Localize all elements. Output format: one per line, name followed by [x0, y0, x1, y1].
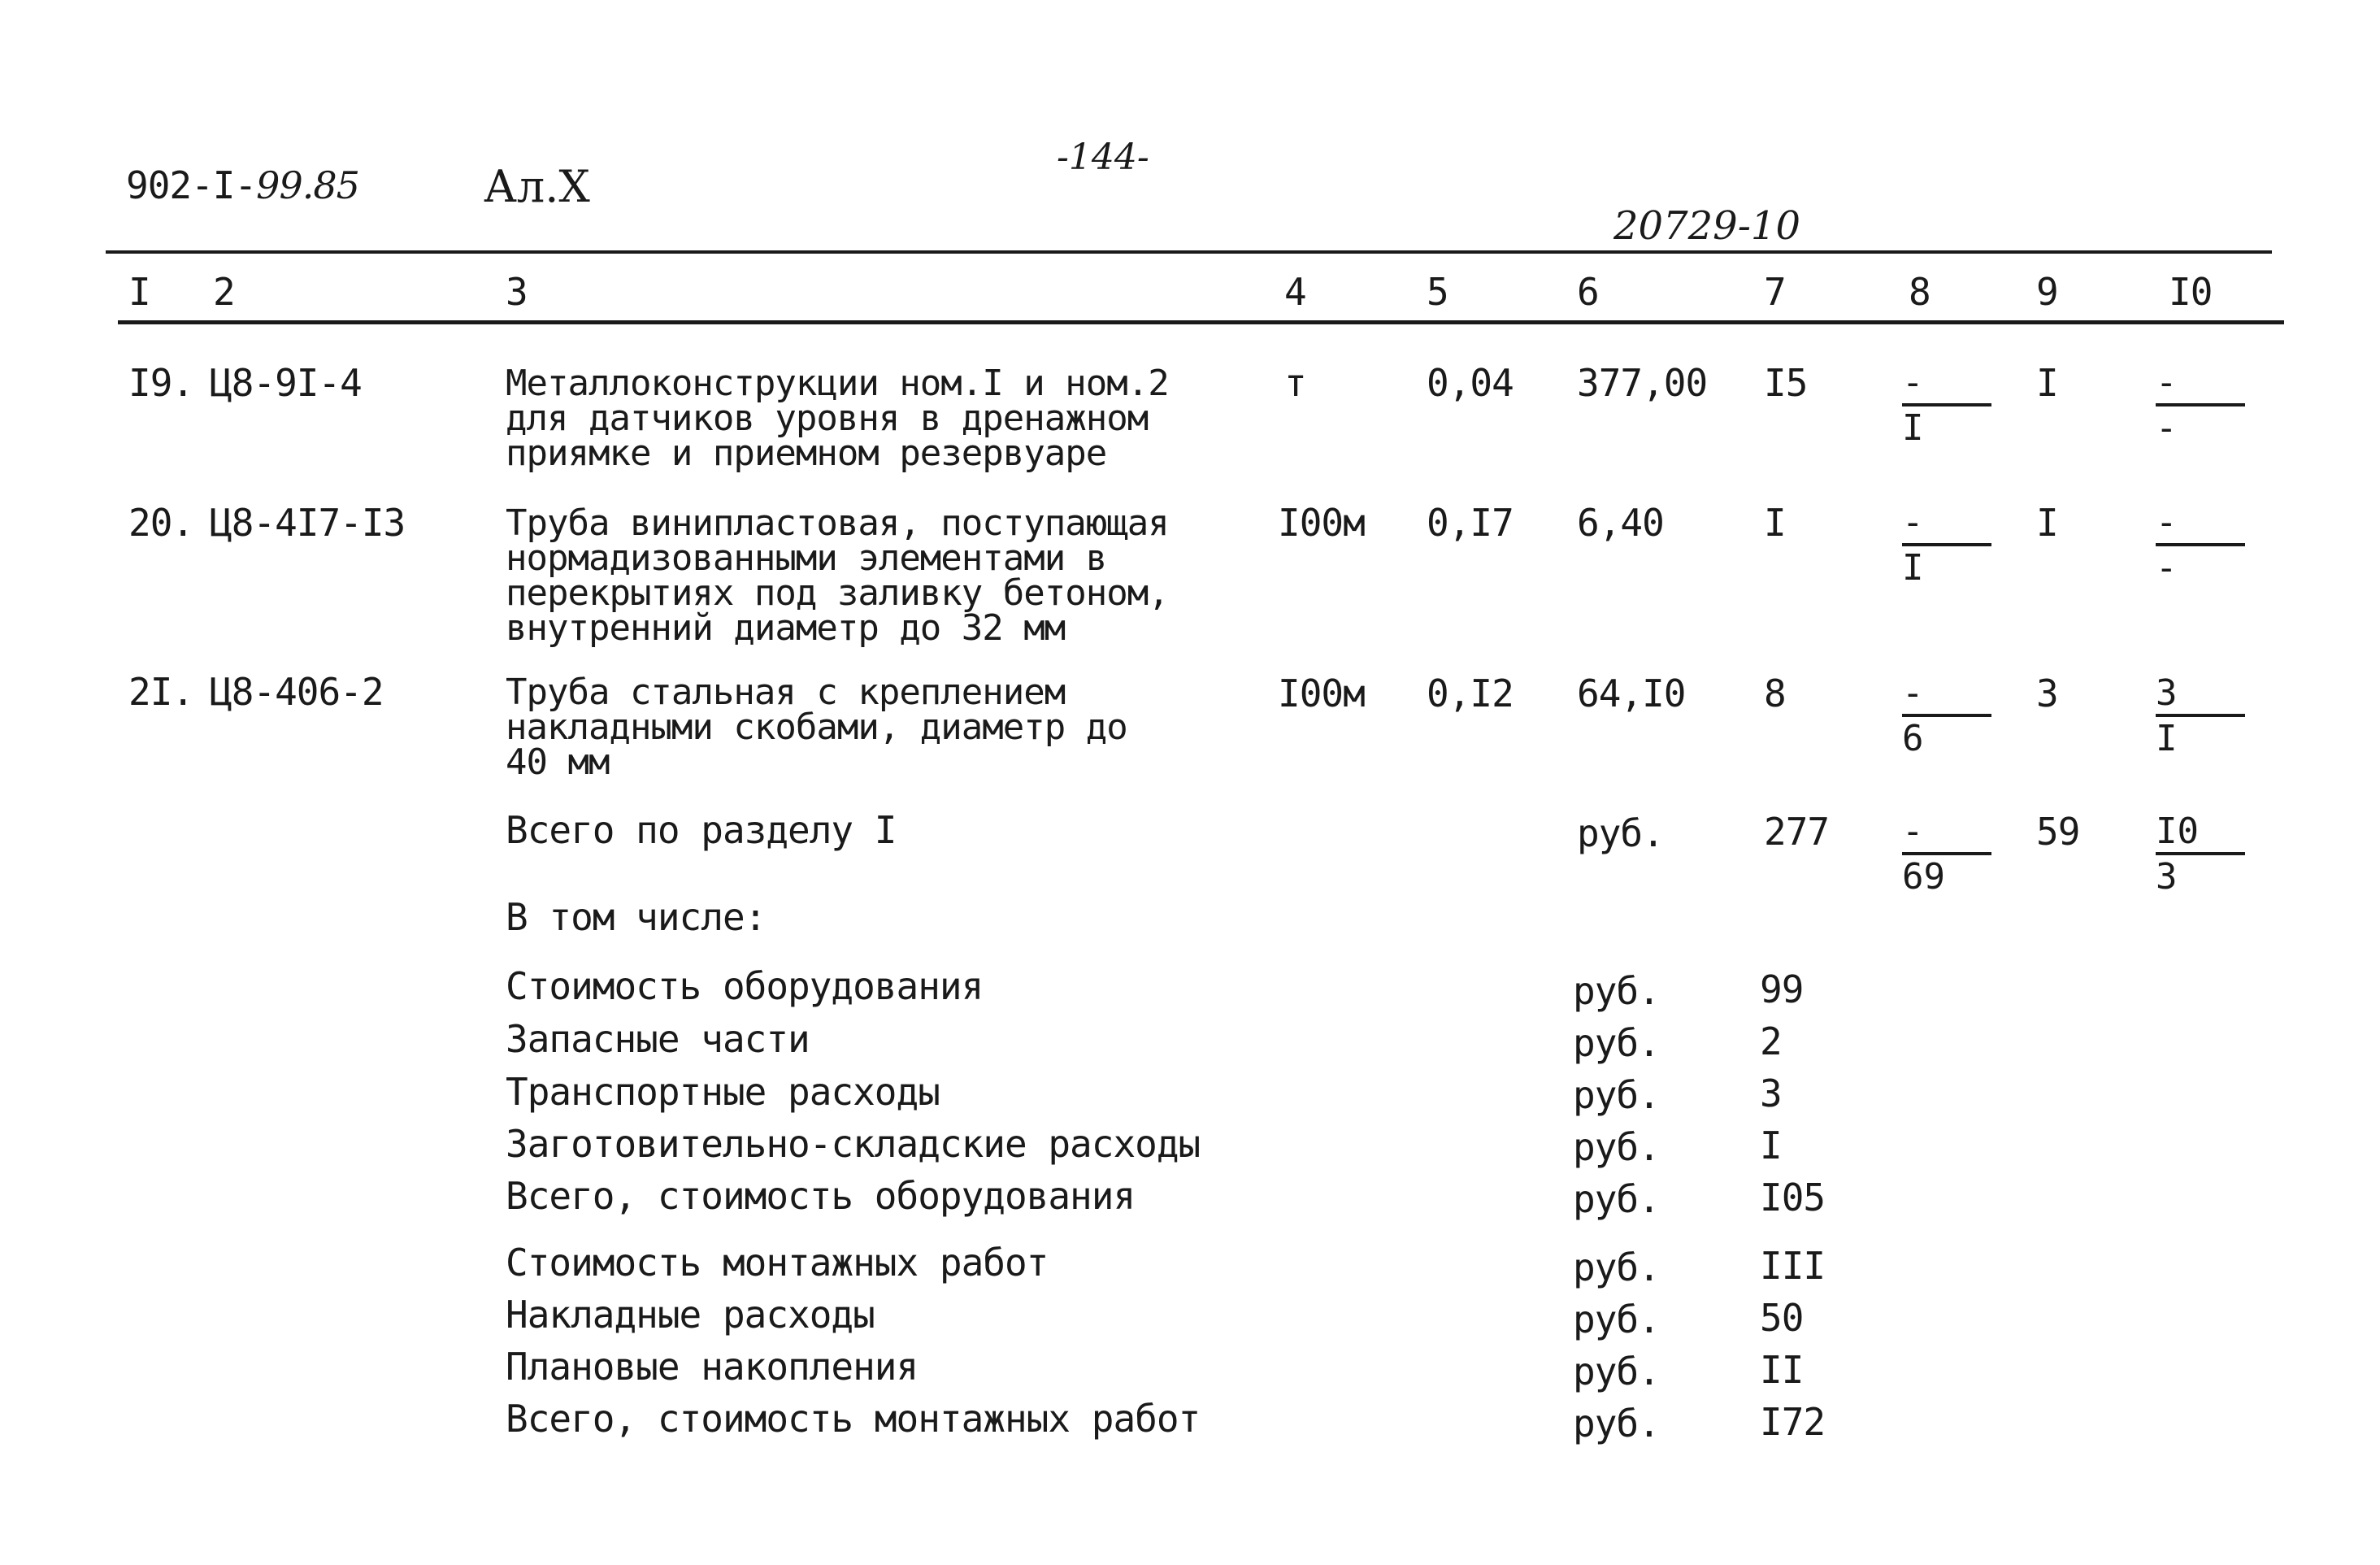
section-total-label: Всего по разделу I — [506, 808, 897, 852]
summary-unit: руб. — [1573, 1298, 1660, 1341]
summary-unit: руб. — [1573, 1073, 1660, 1117]
column-header-2: 2 — [213, 270, 235, 314]
row-number: 20. — [128, 501, 194, 545]
item-description: Металлоконструкции ном.I и ном.2 для датчиков уровня в дренажном приямке и приемном резервуаре — [506, 363, 1169, 474]
column-9-value: I — [2036, 501, 2058, 545]
archive-number: 20729-10 — [1613, 203, 1800, 249]
column-header-9: 9 — [2036, 270, 2058, 314]
summary-value: II — [1760, 1348, 1804, 1392]
summary-label: Стоимость оборудования — [506, 964, 984, 1008]
quantity: 0,I2 — [1427, 672, 1514, 715]
column-header-10: I0 — [2169, 270, 2213, 314]
document-code — [126, 163, 359, 207]
price-code: Ц8-9I-4 — [210, 361, 362, 405]
unit-price: 6,40 — [1577, 501, 1664, 545]
summary-label: Всего, стоимость оборудования — [506, 1174, 1136, 1218]
document-code-typed: 902-I- — [126, 163, 257, 207]
column-header-3: 3 — [506, 270, 528, 314]
row-number: 2I. — [128, 670, 194, 714]
item-description: Труба стальная с креплением накладными скобами, диаметр до 40 мм — [506, 672, 1127, 783]
column-header-7: 7 — [1764, 270, 1786, 314]
summary-value: I72 — [1760, 1400, 1826, 1444]
item-description: Труба винипластовая, поступающая нормадизованными элементами в перекрытиях под заливку бетоном, внутренний диаметр до 32 мм — [506, 502, 1169, 649]
column-10-fraction: - - — [2156, 364, 2245, 447]
summary-label: Плановые накопления — [506, 1345, 919, 1389]
price-code: Ц8-406-2 — [210, 670, 384, 714]
section-total-column-8-fraction: - 69 — [1902, 813, 1991, 896]
summary-value: 2 — [1760, 1019, 1782, 1063]
summary-unit: руб. — [1573, 969, 1660, 1013]
summary-value: III — [1760, 1244, 1826, 1288]
unit-price: 64,I0 — [1577, 672, 1686, 715]
summary-value: 99 — [1760, 967, 1804, 1011]
table-top-rule — [106, 250, 2272, 254]
summary-unit: руб. — [1573, 1402, 1660, 1445]
column-header-4: 4 — [1284, 270, 1306, 314]
column-header-6: 6 — [1577, 270, 1599, 314]
unit-price: 377,00 — [1577, 361, 1708, 405]
album-number: Ал.X — [484, 161, 590, 212]
column-9-value: I — [2036, 361, 2058, 405]
section-total-unit: руб. — [1577, 811, 1664, 855]
section-total-value: 277 — [1764, 810, 1830, 854]
column-header-5: 5 — [1427, 270, 1448, 314]
column-8-fraction: - I — [1902, 504, 1991, 587]
column-8-fraction: - I — [1902, 364, 1991, 447]
total-cost: I — [1764, 501, 1786, 545]
summary-value: I — [1760, 1124, 1782, 1167]
total-cost: I5 — [1764, 361, 1808, 405]
unit: т — [1284, 361, 1306, 405]
column-10-fraction: 3 I — [2156, 675, 2245, 758]
section-total-column-10-fraction: I0 3 — [2156, 813, 2245, 896]
summary-label: Транспортные расходы — [506, 1070, 940, 1114]
document-code-handwritten: 99.85 — [256, 163, 359, 207]
unit: I00м — [1278, 672, 1365, 715]
summary-label: Стоимость монтажных работ — [506, 1241, 1049, 1285]
quantity: 0,I7 — [1427, 501, 1514, 545]
summary-value: 3 — [1760, 1072, 1782, 1115]
summary-unit: руб. — [1573, 1177, 1660, 1221]
row-number: I9. — [128, 361, 194, 405]
including-label: В том числе: — [506, 895, 767, 939]
summary-unit: руб. — [1573, 1125, 1660, 1169]
summary-label: Заготовительно-складские расходы — [506, 1122, 1201, 1166]
summary-label: Накладные расходы — [506, 1293, 875, 1337]
quantity: 0,04 — [1427, 361, 1514, 405]
page-number: -144- — [1057, 137, 1149, 178]
section-total-column-9: 59 — [2036, 810, 2080, 854]
summary-unit: руб. — [1573, 1350, 1660, 1393]
summary-value: I05 — [1760, 1176, 1826, 1219]
unit: I00м — [1278, 501, 1365, 545]
column-10-fraction: - - — [2156, 504, 2245, 587]
summary-label: Запасные части — [506, 1017, 810, 1061]
column-8-fraction: - 6 — [1902, 675, 1991, 758]
column-9-value: 3 — [2036, 672, 2058, 715]
column-header-1: I — [128, 270, 150, 314]
summary-label: Всего, стоимость монтажных работ — [506, 1397, 1201, 1441]
summary-value: 50 — [1760, 1296, 1804, 1340]
table-header-rule — [118, 320, 2284, 324]
column-header-8: 8 — [1909, 270, 1930, 314]
price-code: Ц8-4I7-I3 — [210, 501, 406, 545]
summary-unit: руб. — [1573, 1245, 1660, 1289]
total-cost: 8 — [1764, 672, 1786, 715]
summary-unit: руб. — [1573, 1021, 1660, 1065]
